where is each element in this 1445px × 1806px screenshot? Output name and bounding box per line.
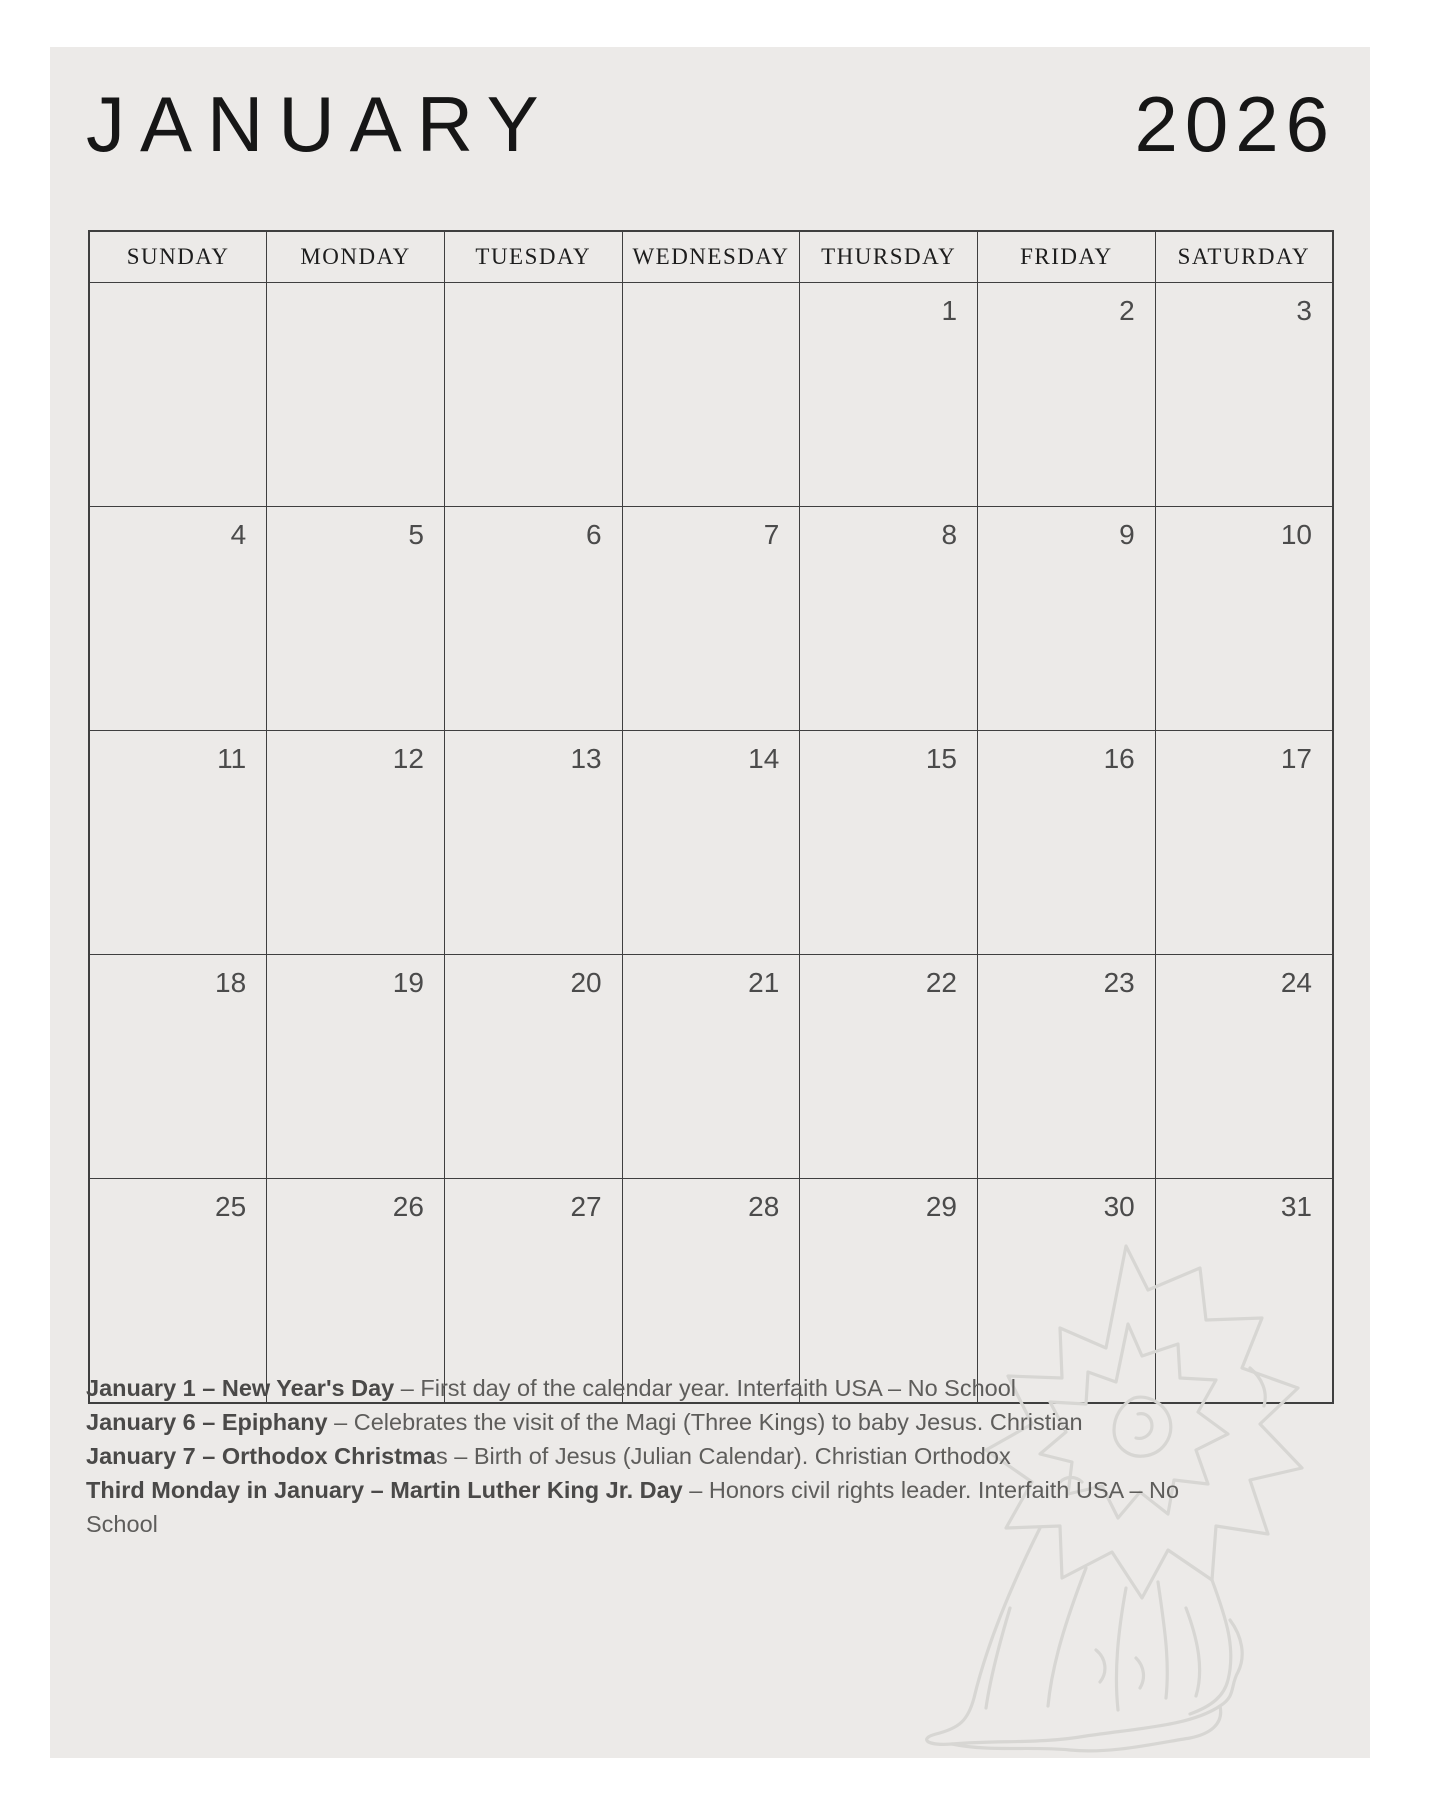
calendar-cell: 13	[444, 731, 622, 955]
calendar-cell: 31	[1155, 1179, 1333, 1404]
calendar-cell: 8	[800, 507, 978, 731]
day-header-sunday: SUNDAY	[89, 231, 267, 283]
calendar-cell	[622, 283, 800, 507]
calendar-cell: 12	[267, 731, 445, 955]
holiday-note-title: January 6 – Epiphany	[86, 1409, 328, 1435]
calendar-cell	[89, 283, 267, 507]
calendar-cell: 2	[978, 283, 1156, 507]
holiday-note-title: January 7 – Orthodox Christma	[86, 1443, 436, 1469]
holiday-notes	[86, 1371, 1204, 1541]
calendar-cell: 27	[444, 1179, 622, 1404]
calendar-cell: 7	[622, 507, 800, 731]
calendar-cell	[267, 283, 445, 507]
day-header-wednesday: WEDNESDAY	[622, 231, 800, 283]
calendar-cell: 21	[622, 955, 800, 1179]
holiday-note	[86, 1439, 1204, 1473]
year-title: 2026	[1134, 80, 1336, 168]
calendar-cell: 23	[978, 955, 1156, 1179]
holiday-note	[86, 1405, 1204, 1439]
holiday-note-text: s – Birth of Jesus (Julian Calendar). Christian Orthodox	[436, 1443, 1011, 1469]
calendar-page	[50, 47, 1370, 1758]
holiday-note-text: – Honors civil rights leader. Interfaith USA – No School	[86, 1477, 1180, 1537]
calendar-cell: 10	[1155, 507, 1333, 731]
calendar-cell: 22	[800, 955, 978, 1179]
calendar-cell: 18	[89, 955, 267, 1179]
calendar-cell: 29	[800, 1179, 978, 1404]
calendar-cell: 20	[444, 955, 622, 1179]
holiday-note-title: Third Monday in January – Martin Luther King Jr. Day	[86, 1477, 683, 1503]
calendar-cell: 24	[1155, 955, 1333, 1179]
calendar-cell: 14	[622, 731, 800, 955]
calendar-cell: 17	[1155, 731, 1333, 955]
calendar-cell: 26	[267, 1179, 445, 1404]
holiday-note-title: January 1 – New Year's Day	[86, 1375, 395, 1401]
month-title: JANUARY	[86, 80, 554, 168]
calendar-cell	[444, 283, 622, 507]
calendar-cell: 9	[978, 507, 1156, 731]
calendar-cell: 3	[1155, 283, 1333, 507]
day-header-row	[89, 231, 1333, 283]
holiday-note	[86, 1371, 1204, 1405]
week-row	[89, 283, 1333, 507]
week-row	[89, 507, 1333, 731]
calendar-cell: 6	[444, 507, 622, 731]
calendar-cell: 30	[978, 1179, 1156, 1404]
day-header-monday: MONDAY	[267, 231, 445, 283]
calendar-header	[86, 80, 1336, 168]
week-row	[89, 731, 1333, 955]
calendar-cell: 4	[89, 507, 267, 731]
calendar-cell: 1	[800, 283, 978, 507]
week-row	[89, 955, 1333, 1179]
day-header-tuesday: TUESDAY	[444, 231, 622, 283]
holiday-note-text: – First day of the calendar year. Interfaith USA – No School	[394, 1375, 1017, 1401]
calendar-cell: 16	[978, 731, 1156, 955]
holiday-note	[86, 1473, 1204, 1541]
day-header-friday: FRIDAY	[978, 231, 1156, 283]
day-header-saturday: SATURDAY	[1155, 231, 1333, 283]
calendar-cell: 25	[89, 1179, 267, 1404]
day-header-thursday: THURSDAY	[800, 231, 978, 283]
calendar-cell: 5	[267, 507, 445, 731]
calendar-cell: 19	[267, 955, 445, 1179]
holiday-note-text: – Celebrates the visit of the Magi (Three Kings) to baby Jesus. Christian	[327, 1409, 1083, 1435]
calendar-cell: 28	[622, 1179, 800, 1404]
calendar-cell: 15	[800, 731, 978, 955]
calendar-cell: 11	[89, 731, 267, 955]
